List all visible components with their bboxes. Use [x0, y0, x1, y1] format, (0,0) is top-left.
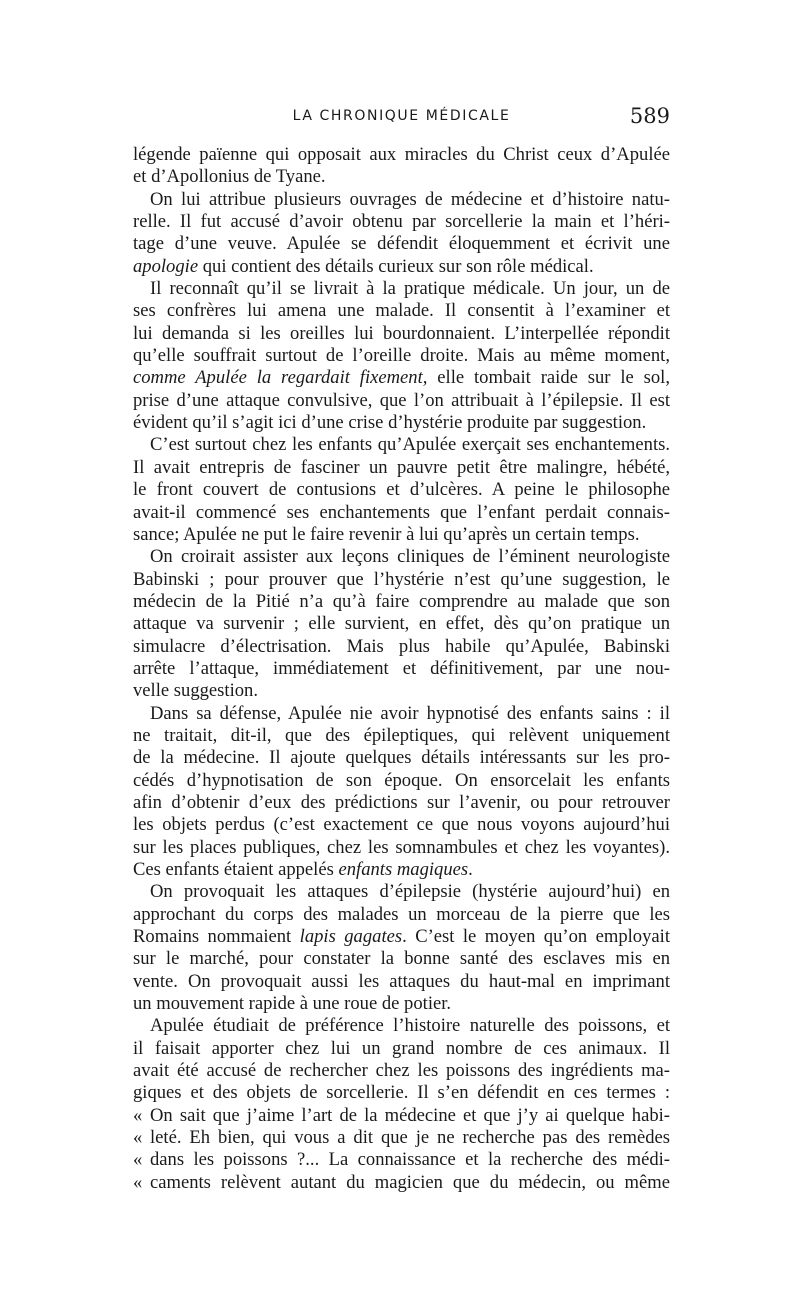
text-line: cédés d’hypnotisation de son époque. On ensorcelait les enfants	[133, 769, 670, 791]
text-line: C’est surtout chez les enfants qu’Apulée exerçait ses enchantements.	[150, 434, 670, 456]
italic-phrase: apologie	[133, 255, 199, 277]
text-line: Apulée étudiait de préférence l’histoire naturelle des poissons, et	[150, 1015, 670, 1037]
text-line: médecin de la Pitié n’a qu’à faire comprendre au malade que son	[133, 590, 670, 612]
text-line: Il reconnaît qu’il se livrait à la pratique médicale. Un jour, un de	[150, 278, 670, 300]
text-line: relle. Il fut accusé d’avoir obtenu par sorcellerie la main et l’héri-	[133, 211, 670, 233]
text-line: giques et des objets de sorcellerie. Il s’en défendit en ces termes :	[133, 1082, 670, 1104]
journal-title: LA CHRONIQUE MÉDICALE	[292, 108, 511, 124]
quote-line	[133, 1149, 670, 1171]
text-run: .	[468, 859, 473, 880]
text-run: caments relèvent autant du magicien que du médecin, ou même	[150, 1171, 670, 1193]
text-line: On provoquait les attaques d’épilepsie (hystérie aujourd’hui) en	[150, 881, 670, 903]
text-run: . C’est le moyen qu’on employait	[402, 926, 670, 948]
text-line: tage d’une veuve. Apulée se défendit éloquemment et écrivit une	[133, 233, 670, 255]
text-line: avait été accusé de rechercher chez les poissons des ingrédients ma-	[133, 1060, 670, 1082]
body-text	[133, 144, 670, 1194]
text-line: velle suggestion.	[133, 680, 258, 702]
text-line: qu’elle souffrait surtout de l’oreille droite. Mais au même moment,	[133, 345, 670, 367]
text-line: de la médecine. Il ajoute quelques détails intéressants sur les pro-	[133, 747, 670, 769]
text-run: Ces enfants étaient appelés	[133, 859, 339, 880]
text-run: On sait que j’aime l’art de la médecine et que j’y ai quelque habi-	[150, 1104, 670, 1126]
page-number: 589	[629, 104, 670, 128]
text-line	[133, 256, 670, 278]
text-line: le front couvert de contusions et d’ulcères. A peine le philosophe	[133, 479, 670, 501]
text-line: il faisait apporter chez lui un grand nombre de ces animaux. Il	[133, 1037, 670, 1059]
text-line: approchant du corps des malades un morceau de la pierre que les	[133, 903, 670, 925]
text-line: vente. On provoquait aussi les attaques du haut-mal en imprimant	[133, 970, 670, 992]
text-line: sur les places publiques, chez les somnambules et chez les voyantes).	[133, 836, 670, 858]
text-run: Romains nommaient	[133, 926, 300, 948]
text-line: Babinski ; pour prouver que l’hystérie n’est qu’une suggestion, le	[133, 568, 670, 590]
text-line: évident qu’il s’agit ici d’une crise d’hystérie produite par suggestion.	[133, 412, 647, 434]
quote-line	[133, 1172, 670, 1194]
text-line: On lui attribue plusieurs ouvrages de médecine et d’histoire natu-	[150, 188, 670, 210]
text-line: afin d’obtenir d’eux des prédictions sur l’avenir, ou pour retrouver	[133, 791, 670, 813]
text-line: ses confrères lui amena une malade. Il consentit à l’examiner et	[133, 300, 670, 322]
text-line: prise d’une attaque convulsive, que l’on attribuait à l’épilepsie. Il est	[133, 389, 670, 411]
quote-line	[133, 1127, 670, 1149]
italic-phrase: comme Apulée la regardait fixement,	[133, 367, 428, 389]
quote-line	[133, 1105, 670, 1127]
text-line: sur le marché, pour constater la bonne santé des esclaves mis en	[133, 948, 670, 970]
text-line: On croirait assister aux leçons cliniques de l’éminent neurologiste	[150, 546, 670, 568]
text-line: les objets perdus (c’est exactement ce que nous voyons aujourd’hui	[133, 814, 670, 836]
text-line: arrête l’attaque, immédiatement et définitivement, par une nou-	[133, 657, 670, 679]
text-run: elle tombait raide sur le sol,	[427, 367, 670, 389]
text-run: leté. Eh bien, qui vous a dit que je ne recherche pas des remèdes	[150, 1127, 670, 1149]
guillemet: «	[133, 1171, 143, 1193]
text-line: ne traitait, dit-il, que des épileptiques, qui relèvent uniquement	[133, 724, 670, 746]
text-line: un mouvement rapide à une roue de potier.	[133, 993, 452, 1015]
text-line: Il avait entrepris de fasciner un pauvre petit être malingre, hébété,	[133, 456, 670, 478]
text-line: lui demanda si les oreilles lui bourdonnaient. L’interpellée répondit	[133, 322, 670, 344]
text-line: Dans sa défense, Apulée nie avoir hypnotisé des enfants sains : il	[150, 702, 670, 724]
text-line: légende païenne qui opposait aux miracles du Christ ceux d’Apulée	[133, 144, 670, 165]
text-line: attaque va survenir ; elle survient, en effet, dès qu’on pratique un	[133, 613, 670, 635]
text-line: sance; Apulée ne put le faire revenir à lui qu’après un certain temps.	[133, 523, 640, 545]
guillemet: «	[133, 1127, 143, 1149]
running-header	[133, 106, 670, 130]
guillemet: «	[133, 1104, 143, 1126]
text-line: simulacre d’électrisation. Mais plus habile qu’Apulée, Babinski	[133, 635, 670, 657]
text-line	[133, 926, 670, 948]
italic-phrase: enfants magiques	[338, 859, 469, 880]
text-line	[133, 859, 670, 881]
text-run: dans les poissons ?... La connaissance et la recherche des médi-	[150, 1149, 670, 1171]
text-line: avait-il commencé ses enchantements que l’enfant perdait connais-	[133, 501, 670, 523]
text-line	[133, 367, 670, 389]
text-run: qui contient des détails curieux sur son rôle médical.	[198, 255, 594, 277]
italic-phrase: lapis gagates	[299, 926, 403, 948]
guillemet: «	[133, 1149, 143, 1171]
text-line: et d’Apollonius de Tyane.	[133, 166, 326, 188]
